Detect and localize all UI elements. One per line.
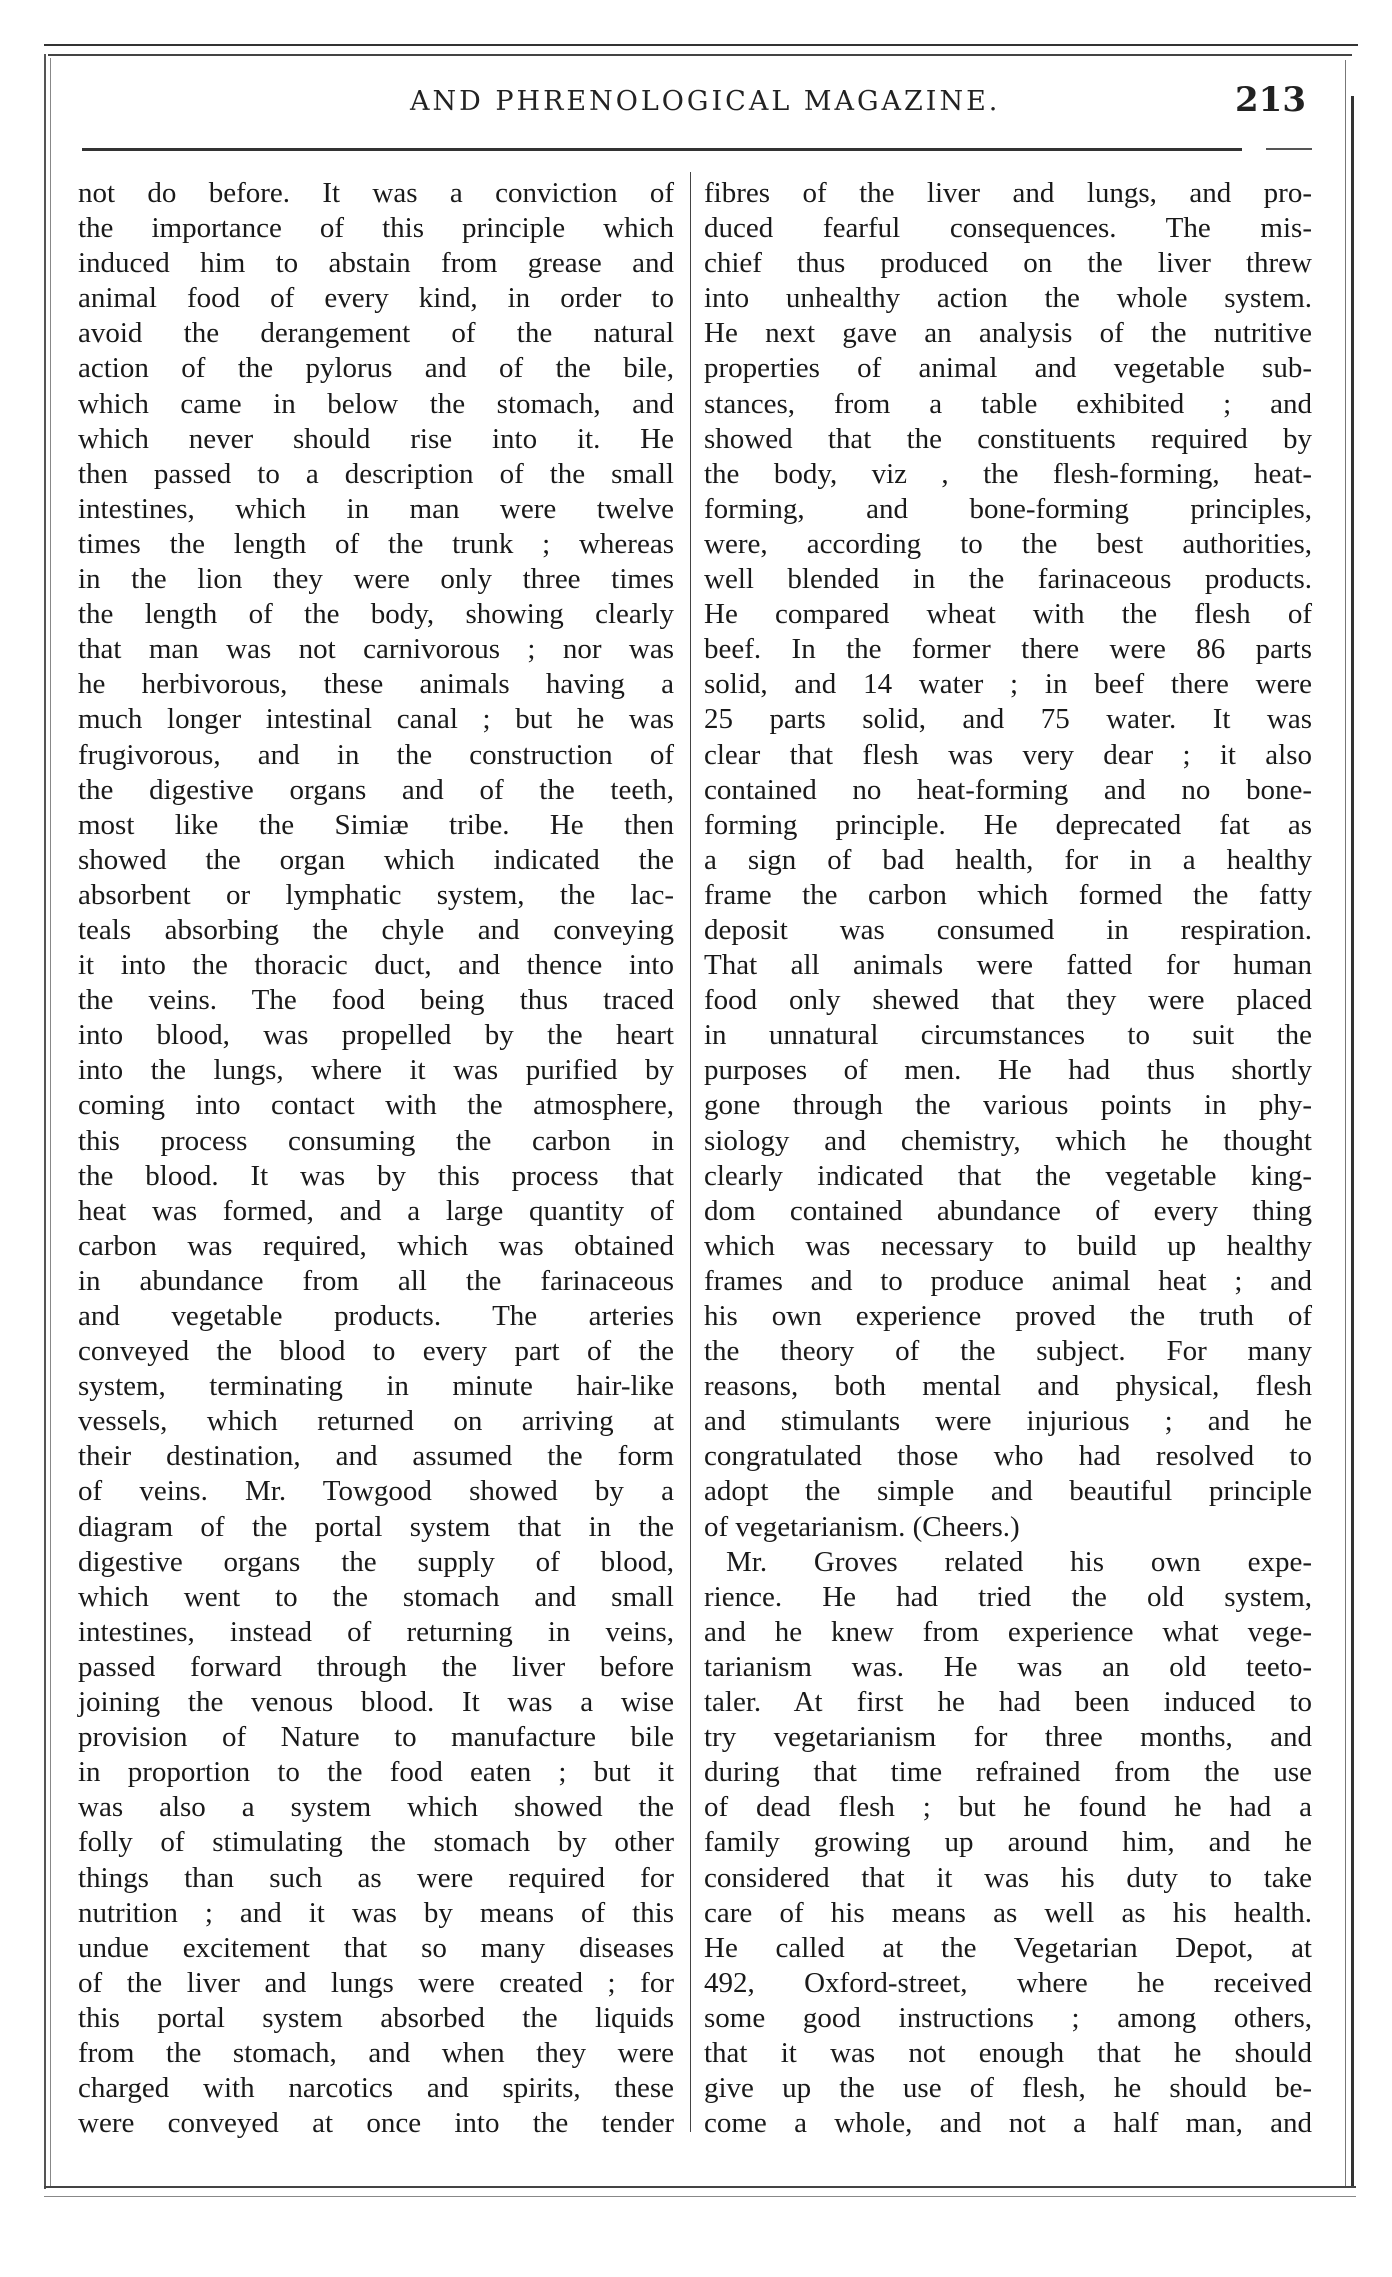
- text-line: some good instructions ; among others,: [704, 2001, 1312, 2034]
- text-line: duced fearful consequences. The mis-: [704, 212, 1312, 245]
- page-border-top: [44, 44, 1358, 46]
- text-line: tarianism was. He was an old teeto-: [704, 1650, 1312, 1683]
- text-line: well blended in the farinaceous products.: [704, 563, 1312, 596]
- text-line: siology and chemistry, which he thought: [704, 1124, 1312, 1157]
- page-border-bottom-inner: [44, 2196, 1356, 2197]
- text-line: which never should rise into it. He: [78, 422, 674, 455]
- text-line: rience. He had tried the old system,: [704, 1580, 1312, 1613]
- right-column: [704, 176, 1312, 2141]
- text-line: this portal system absorbed the liquids: [78, 2001, 674, 2034]
- text-line: congratulated those who had resolved to: [704, 1440, 1312, 1473]
- text-line: of vegetarianism. (Cheers.): [704, 1510, 1020, 1543]
- text-line: come a whole, and not a half man, and: [704, 2107, 1312, 2140]
- text-line: were conveyed at once into the tender: [78, 2107, 674, 2140]
- text-line: the blood. It was by this process that: [78, 1159, 674, 1192]
- text-line: intestines, which in man were twelve: [78, 492, 674, 525]
- text-line: dom contained abundance of every thing: [704, 1194, 1312, 1227]
- text-line: animal food of every kind, in order to: [78, 282, 674, 315]
- text-line: in proportion to the food eaten ; but it: [78, 1756, 674, 1789]
- text-line: were, according to the best authorities,: [704, 527, 1312, 560]
- text-line: the theory of the subject. For many: [704, 1335, 1312, 1368]
- text-line: forming principle. He deprecated fat as: [704, 808, 1312, 841]
- text-line: and vegetable products. The arteries: [78, 1300, 674, 1332]
- text-line: frame the carbon which formed the fatty: [704, 878, 1312, 911]
- text-line: passed forward through the liver before: [78, 1650, 674, 1683]
- text-line: taler. At first he had been induced to: [704, 1686, 1312, 1719]
- text-line: his own experience proved the truth of: [704, 1300, 1312, 1332]
- text-line: coming into contact with the atmosphere,: [78, 1089, 674, 1122]
- text-line: which was necessary to build up healthy: [704, 1229, 1312, 1262]
- text-line: considered that it was his duty to take: [704, 1861, 1312, 1894]
- text-line: That all animals were fatted for human: [704, 949, 1312, 982]
- text-line: in abundance from all the farinaceous: [78, 1264, 674, 1297]
- text-line: diagram of the portal system that in the: [78, 1510, 674, 1543]
- text-line: the body, viz , the flesh-forming, heat-: [704, 457, 1312, 490]
- text-line: 25 parts solid, and 75 water. It was: [704, 703, 1312, 736]
- page-border-right-inner: [1345, 60, 1346, 2186]
- text-line: then passed to a description of the small: [78, 457, 674, 490]
- text-line: vessels, which returned on arriving at: [78, 1405, 674, 1438]
- text-line: action of the pylorus and of the bile,: [78, 352, 674, 385]
- text-line: joining the venous blood. It was a wise: [78, 1686, 674, 1719]
- text-line: system, terminating in minute hair-like: [78, 1370, 674, 1403]
- text-line: frames and to produce animal heat ; and: [704, 1264, 1312, 1297]
- text-line: try vegetarianism for three months, and: [704, 1721, 1312, 1754]
- column-divider: [690, 172, 691, 2132]
- text-line: the importance of this principle which: [78, 212, 674, 245]
- page-border-right: [1351, 96, 1354, 2186]
- text-line: from the stomach, and when they were: [78, 2036, 674, 2069]
- text-line: fibres of the liver and lungs, and pro-: [704, 177, 1312, 209]
- text-line: times the length of the trunk ; whereas: [78, 527, 674, 560]
- text-line: He compared wheat with the flesh of: [704, 598, 1312, 631]
- text-line: intestines, instead of returning in veins,: [78, 1615, 674, 1648]
- text-line: things than such as were required for: [78, 1861, 674, 1894]
- text-line: adopt the simple and beautiful principle: [704, 1475, 1312, 1508]
- text-line: the digestive organs and of the teeth,: [78, 773, 674, 806]
- text-line: clearly indicated that the vegetable king-: [704, 1159, 1312, 1192]
- text-line: He called at the Vegetarian Depot, at: [704, 1931, 1312, 1964]
- text-line: and stimulants were injurious ; and he: [704, 1405, 1312, 1438]
- text-line: into unhealthy action the whole system.: [704, 282, 1312, 315]
- text-line: into blood, was propelled by the heart: [78, 1019, 674, 1052]
- text-line: stances, from a table exhibited ; and: [704, 387, 1312, 420]
- text-line: during that time refrained from the use: [704, 1756, 1312, 1789]
- text-line: absorbent or lymphatic system, the lac-: [78, 878, 674, 911]
- text-line: Mr. Groves related his own expe-: [726, 1545, 1312, 1578]
- text-line: beef. In the former there were 86 parts: [704, 633, 1312, 666]
- text-line: purposes of men. He had thus shortly: [704, 1054, 1312, 1087]
- text-line: he herbivorous, these animals having a: [78, 668, 674, 701]
- page-border-top-inner: [48, 54, 1352, 56]
- header-rule-tail: [1266, 148, 1312, 150]
- text-line: the length of the body, showing clearly: [78, 598, 674, 631]
- text-line: heat was formed, and a large quantity of: [78, 1194, 674, 1227]
- text-line: food only shewed that they were placed: [704, 984, 1312, 1017]
- text-line: much longer intestinal canal ; but he was: [78, 703, 674, 736]
- text-line: of dead flesh ; but he found he had a: [704, 1791, 1312, 1824]
- text-line: was also a system which showed the: [78, 1791, 674, 1824]
- text-line: conveyed the blood to every part of the: [78, 1335, 674, 1368]
- text-line: their destination, and assumed the form: [78, 1440, 674, 1473]
- text-line: in the lion they were only three times: [78, 563, 674, 596]
- text-line: most like the Simiæ tribe. He then: [78, 808, 674, 841]
- header-rule: [82, 148, 1242, 151]
- text-line: of the liver and lungs were created ; for: [78, 1966, 674, 1999]
- text-line: chief thus produced on the liver threw: [704, 247, 1312, 280]
- text-line: into the lungs, where it was purified by: [78, 1054, 674, 1087]
- text-line: this process consuming the carbon in: [78, 1124, 674, 1157]
- text-line: in unnatural circumstances to suit the: [704, 1019, 1312, 1052]
- page-border-left: [44, 54, 46, 2189]
- text-line: care of his means as well as his health.: [704, 1896, 1312, 1929]
- text-line: and he knew from experience what vege-: [704, 1615, 1312, 1648]
- text-line: provision of Nature to manufacture bile: [78, 1721, 674, 1754]
- page-border-bottom: [44, 2186, 1356, 2188]
- text-line: a sign of bad health, for in a healthy: [704, 843, 1312, 876]
- text-line: reasons, both mental and physical, flesh: [704, 1370, 1312, 1403]
- text-line: of veins. Mr. Towgood showed by a: [78, 1475, 674, 1508]
- text-line: He next gave an analysis of the nutritive: [704, 317, 1312, 350]
- text-line: which went to the stomach and small: [78, 1580, 674, 1613]
- text-line: showed the organ which indicated the: [78, 843, 674, 876]
- text-line: undue excitement that so many diseases: [78, 1931, 674, 1964]
- text-line: carbon was required, which was obtained: [78, 1229, 674, 1262]
- text-line: frugivorous, and in the construction of: [78, 738, 674, 771]
- text-line: avoid the derangement of the natural: [78, 317, 674, 350]
- text-line: showed that the constituents required by: [704, 422, 1312, 455]
- text-line: forming, and bone-forming principles,: [704, 492, 1312, 525]
- text-line: charged with narcotics and spirits, these: [78, 2072, 674, 2105]
- running-title: AND PHRENOLOGICAL MAGAZINE.: [410, 86, 1001, 117]
- text-line: the veins. The food being thus traced: [78, 984, 674, 1017]
- text-line: 492, Oxford-street, where he received: [704, 1966, 1312, 1999]
- text-line: folly of stimulating the stomach by other: [78, 1826, 674, 1859]
- page-number: 213: [1235, 80, 1306, 120]
- page-border-left-inner: [50, 58, 51, 2186]
- text-line: give up the use of flesh, he should be-: [704, 2072, 1312, 2105]
- text-line: deposit was consumed in respiration.: [704, 913, 1312, 946]
- text-line: properties of animal and vegetable sub-: [704, 352, 1312, 385]
- text-line: contained no heat-forming and no bone-: [704, 773, 1312, 806]
- text-line: which came in below the stomach, and: [78, 387, 674, 420]
- text-line: not do before. It was a conviction of: [78, 177, 674, 209]
- text-line: that it was not enough that he should: [704, 2036, 1312, 2069]
- text-line: that man was not carnivorous ; nor was: [78, 633, 674, 666]
- text-line: solid, and 14 water ; in beef there were: [704, 668, 1312, 701]
- text-line: gone through the various points in phy-: [704, 1089, 1312, 1122]
- text-line: nutrition ; and it was by means of this: [78, 1896, 674, 1929]
- text-line: digestive organs the supply of blood,: [78, 1545, 674, 1578]
- text-line: it into the thoracic duct, and thence into: [78, 949, 674, 982]
- text-line: induced him to abstain from grease and: [78, 247, 674, 280]
- text-line: teals absorbing the chyle and conveying: [78, 913, 674, 946]
- text-line: family growing up around him, and he: [704, 1826, 1312, 1859]
- text-line: clear that flesh was very dear ; it also: [704, 738, 1312, 771]
- left-column: [78, 176, 674, 2141]
